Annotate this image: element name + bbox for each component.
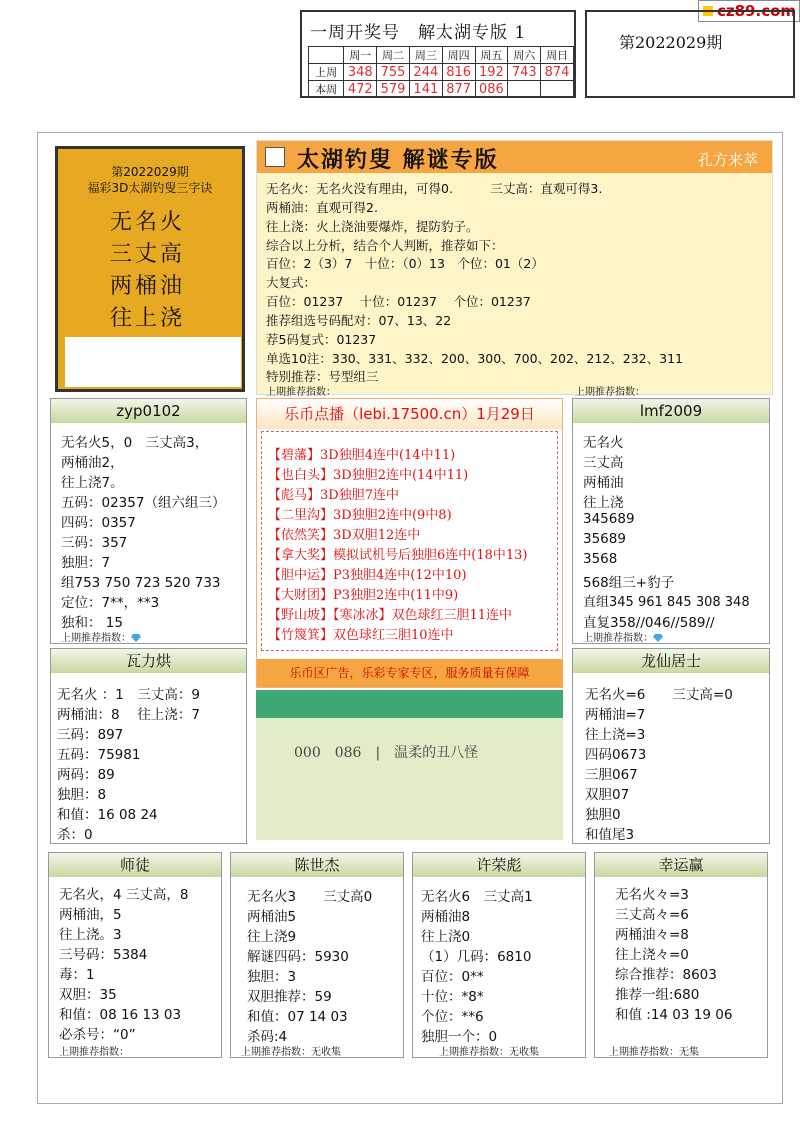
puzzle-panel [256,140,773,398]
expert-name: 龙仙居士 [573,649,769,673]
expert-line: 杀码:4 [247,1029,288,1045]
result-cell: 743 [508,64,541,81]
expert-line: 独胆：8 [57,787,107,803]
site-logo[interactable]: cz89.com [698,0,800,22]
expert-line: 组753 750 723 520 733 [61,575,221,591]
day-header: 周四 [442,47,475,64]
expert-name: 师徒 [49,853,221,877]
puzzle-line: 百位：01237 十位：01237 个位：01237 [266,294,531,309]
riddle-line: 无名火 [110,210,186,235]
result-cell [508,81,541,98]
puzzle-author: 孔方来萃 [697,151,758,169]
puzzle-line: 大复式： [266,275,317,290]
expert-name: 陈世杰 [231,853,403,877]
expert-line: 五码：75981 [57,747,141,763]
list-item[interactable]: 【碧藩】3D独胆4连中(14中11) [268,448,456,463]
expert-line: 个位：**6 [421,1009,484,1025]
index-label [583,629,663,644]
expert-line: 无名火3 三丈高0 [247,889,373,905]
expert-box-shitu [48,852,222,1058]
expert-line: 毒：1 [59,967,95,983]
expert-line: 两桶油 [583,475,624,491]
expert-line: 解谜四码：5930 [247,949,349,965]
expert-line: 无名火5，0 三丈高3， [61,435,209,451]
expert-line: 往上浇9 [247,929,297,945]
expert-box-chen [230,852,404,1058]
result-cell: 472 [344,81,377,98]
expert-box-lmf2009 [572,398,770,644]
expert-line: 三码：357 [61,535,128,551]
list-item[interactable]: 【彪马】3D独胆7连中 [268,488,399,503]
expert-line: 3568 [583,551,618,567]
expert-line: 双胆推荐：59 [247,989,332,1005]
expert-box-longxian [572,648,770,844]
expert-line: 两桶油：8 往上浇：7 [57,707,200,723]
expert-line: 无名火=6 三丈高=0 [585,687,733,703]
expert-line: 35689 [583,531,626,547]
expert-line: 独胆0 [585,807,621,823]
index-label [61,629,141,644]
list-item[interactable]: 【也白头】3D独胆2连中(14中11) [268,468,469,483]
riddle-line: 两桶油 [110,274,186,299]
expert-box-xu [412,852,586,1058]
broadcast-title[interactable]: 乐币点播（lebi.17500.cn）1月29日 [257,399,562,429]
expert-line: 无名火 ：1 三丈高：9 [57,687,200,703]
expert-line: 往上浇0 [421,929,471,945]
expert-name: 许荣彪 [413,853,585,877]
puzzle-title: 太湖钓叟 解谜专版 [297,147,499,173]
diamond-icon [653,634,663,642]
puzzle-line: 荐5码复式：01237 [266,332,377,347]
puzzle-line: 无名火：无名火没有理由，可得0. 三丈高：直观可得3. [266,181,603,196]
result-cell: 877 [442,81,475,98]
expert-line: 十位：*8* [421,989,484,1005]
expert-line: 和值尾3 [585,827,635,843]
expert-line: 两桶油=7 [585,707,646,723]
document-icon [265,147,285,167]
day-header: 周一 [344,47,377,64]
expert-line: 百位：0** [421,969,484,985]
riddle-line: 往上浇 [110,306,186,331]
expert-name: 瓦力烘 [51,649,246,673]
expert-line: 直组345 961 845 308 348 [583,595,750,610]
list-item[interactable]: 【拿大奖】模拟试机号后独胆6连中(18中13) [268,548,528,563]
expert-line: 独胆：7 [61,555,111,571]
index-label-text: 上期推荐指数： [583,633,653,644]
weekly-results-title: 一周开奖号 解太湖专版 1 [310,23,527,43]
riddle-panel [55,146,245,392]
puzzle-line: 两桶油：直观可得2. [266,200,378,215]
expert-line: 345689 [583,511,635,527]
list-item[interactable]: 【野山坡】【寒冰冰】双色球红三胆11连中 [268,608,513,623]
expert-line: 推荐一组:680 [615,987,700,1003]
index-label: 上期推荐指数： [575,387,645,398]
table-corner [309,47,344,64]
expert-name: 幸运赢 [595,853,767,877]
expert-box-zyp0102 [50,398,247,644]
puzzle-line: 往上浇：火上浇油要爆炸，提防豹子。 [266,219,479,234]
expert-line: （1）几码：6810 [421,949,532,965]
expert-line: 定位：7**，**3 [61,595,160,611]
day-header: 周五 [475,47,508,64]
expert-line: 双胆07 [585,787,630,803]
expert-line: 两桶油々=8 [615,927,689,943]
result-cell: 874 [541,64,574,81]
expert-line: 往上浇7。 [61,475,124,491]
riddle-subtitle: 福彩3D太湖钓叟三字诀 [87,181,213,195]
result-cell: 141 [409,81,442,98]
expert-line: 两桶油，5 [59,907,122,923]
result-cell: 192 [475,64,508,81]
expert-line: 直复358//046//589// [583,615,715,631]
result-cell: 755 [377,64,410,81]
day-header: 周二 [377,47,410,64]
expert-line: 往上浇 [583,495,624,511]
expert-line: 五码：02357（组六组三） [61,495,226,511]
expert-line: 和值：16 08 24 [57,807,158,823]
list-item[interactable]: 【竹篾箕】双色球红三胆10连中 [268,628,454,643]
expert-line: 无名火 [583,435,624,451]
puzzle-line: 特别推荐：号型组三 [266,369,379,384]
broadcast-footer[interactable]: 乐币区广告，乐彩专家专区，服务质量有保障 [257,659,562,687]
expert-line: 往上浇。3 [59,927,122,943]
riddle-issue: 第2022029期 [111,165,189,179]
result-cell: 086 [475,81,508,98]
expert-line: 两桶油8 [421,909,471,925]
expert-name: lmf2009 [573,399,769,423]
expert-line: 往上浇々=0 [615,947,689,963]
expert-line: 独和： 15 [61,615,123,631]
expert-line: 三丈高々=6 [615,907,689,923]
expert-line: 四码：0357 [61,515,136,531]
day-header: 周三 [409,47,442,64]
result-cell: 579 [377,81,410,98]
weekly-results-box [300,10,576,98]
expert-line: 两码：89 [57,767,115,783]
list-item[interactable]: 【二里沟】3D独胆2连中(9中8) [268,508,452,523]
index-label: 上期推荐指数： [59,1047,129,1058]
index-label: 上期推荐指数：无集 [609,1047,699,1058]
expert-line: 和值：08 16 13 03 [59,1007,182,1023]
result-cell: 244 [409,64,442,81]
expert-line: 和值 :14 03 19 06 [615,1007,733,1023]
result-cell [541,81,574,98]
list-item[interactable]: 【依然笑】3D双胆12连中 [268,528,421,543]
expert-line: 无名火6 三丈高1 [421,889,533,905]
expert-line: 两桶油2， [61,455,124,471]
expert-line: 双胆：35 [59,987,117,1003]
day-header: 周日 [541,47,574,64]
expert-line: 和值：07 14 03 [247,1009,348,1025]
weekly-results-table [308,46,574,98]
expert-line: 无名火，4 三丈高，8 [59,887,189,903]
puzzle-line: 推荐组选号码配对：07、13、22 [266,313,452,328]
riddle-line: 三丈高 [110,242,186,267]
puzzle-line: 百位：2（3）7 十位：（0）13 个位：01（2） [266,256,544,271]
expert-line: 综合推荐：8603 [615,967,717,983]
row-label: 上周 [309,64,344,81]
expert-line: 必杀号：“0” [59,1027,136,1043]
expert-line: 三胆067 [585,767,638,783]
list-item[interactable]: 【胆中运】P3独胆4连中(12中10) [268,568,467,583]
expert-line: 独胆一个：0 [421,1029,498,1045]
puzzle-line: 单选10注：330、331、332、200、300、700、202、212、232、311 [266,351,683,366]
result-cell: 816 [442,64,475,81]
result-text: 000 086 | 温柔的丑八怪 [294,745,479,761]
expert-line: 三号码：5384 [59,947,148,963]
row-label: 本周 [309,81,344,98]
blank-area [65,337,241,387]
puzzle-header [257,141,772,173]
list-item[interactable]: 【大财团】P3独胆2连中(11中9) [268,588,459,603]
index-label: 上期推荐指数：无收集 [241,1047,341,1058]
expert-line: 无名火々=3 [615,887,689,903]
expert-line: 独胆：3 [247,969,297,985]
expert-line: 两桶油5 [247,909,297,925]
expert-line: 三丈高 [583,455,624,471]
result-cell: 348 [344,64,377,81]
index-label-text: 上期推荐指数： [61,633,131,644]
expert-name: zyp0102 [51,399,246,423]
index-label: 上期推荐指数： [266,387,336,398]
result-panel [256,690,563,840]
index-label: 上期推荐指数：无收集 [439,1047,539,1058]
diamond-icon [131,634,141,642]
expert-box-xingyun [594,852,768,1058]
expert-line: 杀：0 [57,827,93,843]
expert-line: 568组三+豹子 [583,575,675,591]
broadcast-list [261,431,558,651]
expert-box-wali [50,648,247,844]
expert-line: 往上浇=3 [585,727,646,743]
lebi-broadcast-panel [256,398,563,688]
puzzle-line: 综合以上分析，结合个人判断，推荐如下： [266,238,504,253]
day-header: 周六 [508,47,541,64]
expert-line: 四码0673 [585,747,647,763]
issue-number: 第2022029期 [619,33,723,52]
issue-box [585,10,795,98]
green-bar [256,690,563,718]
expert-line: 三码：897 [57,727,124,743]
